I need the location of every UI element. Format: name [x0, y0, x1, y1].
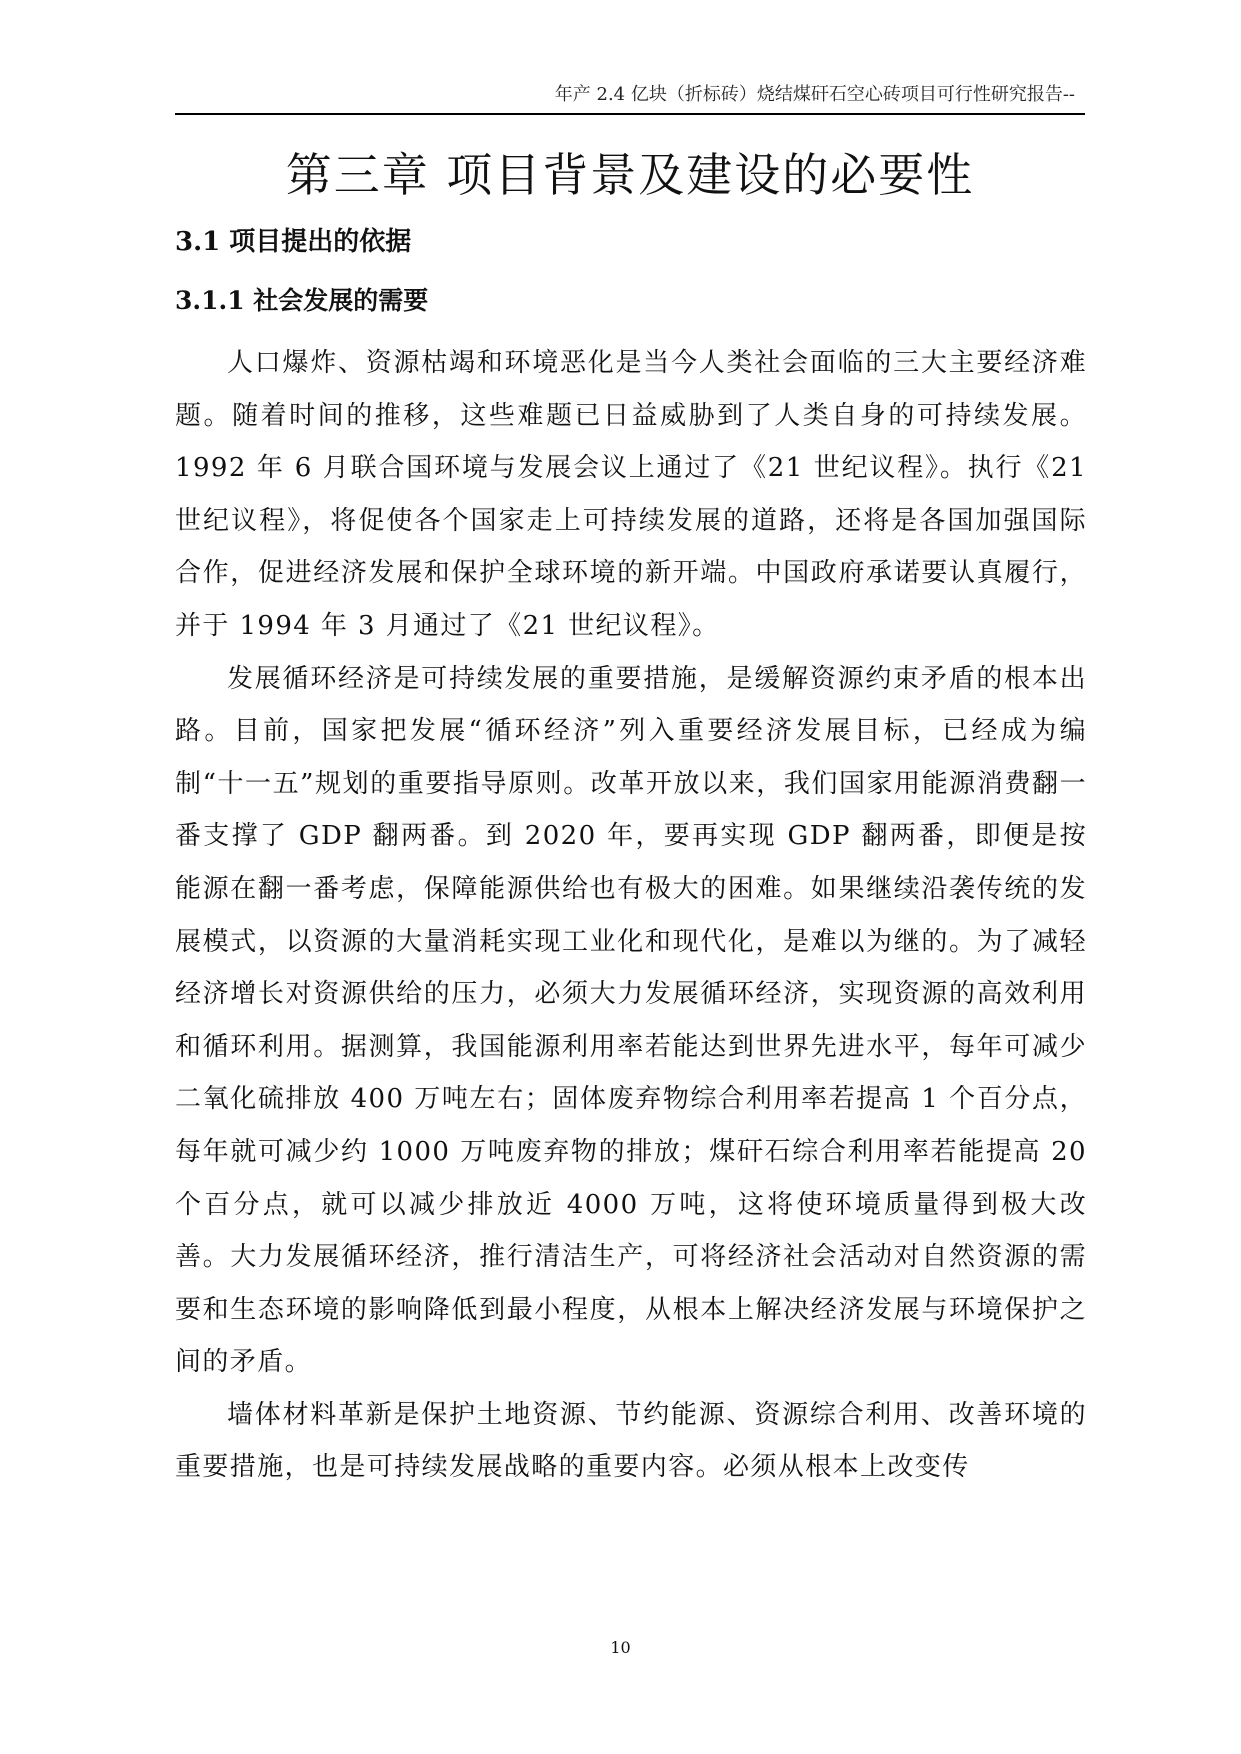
page-number: 10: [610, 1638, 631, 1657]
header-divider: [175, 113, 1085, 115]
section-heading: 3.1 项目提出的依据: [175, 227, 412, 257]
body-text: [175, 337, 1087, 1494]
running-header: 年产 2.4 亿块（折标砖）烧结煤矸石空心砖项目可行性研究报告--: [554, 84, 1075, 105]
paragraph: 发展循环经济是可持续发展的重要措施，是缓解资源约束矛盾的根本出路。目前，国家把发展“循环经济”列入重要经济发展目标，已经成为编制“十一五”规划的重要指导原则。改革开放以来，我们国家用能源消费翻一番支撑了 GDP 翻两番。到 2020 年，要再实现 GDP 翻两番，即便是按能源在翻一番考虑，保障能源供给也有极大的困难。如果继续沿袭传统的发展模式，以资源的大量消耗实现工业化和现代化，是难以为继的。为了减轻经济增长对资源供给的压力，必须大力发展循环经济，实现资源的高效利用和循环利用。据测算，我国能源利用率若能达到世界先进水平，每年可减少二氧化硫排放 400 万吨左右；固体废弃物综合利用率若提高 1 个百分点，每年就可减少约 1000 万吨废弃物的排放；煤矸石综合利用率若能提高 20 个百分点，就可以减少排放近 4000 万吨，这将使环境质量得到极大改善。大力发展循环经济，推行清洁生产，可将经济社会活动对自然资源的需要和生态环境的影响降低到最小程度，从根本上解决经济发展与环境保护之间的矛盾。: [175, 663, 1087, 1378]
paragraph: 墙体材料革新是保护土地资源、节约能源、资源综合利用、改善环境的重要措施，也是可持续发展战略的重要内容。必须从根本上改变传: [175, 1399, 1087, 1483]
subsection-heading: 3.1.1 社会发展的需要: [175, 286, 429, 315]
paragraph: 人口爆炸、资源枯竭和环境恶化是当今人类社会面临的三大主要经济难题。随着时间的推移，这些难题已日益威胁到了人类自身的可持续发展。1992 年 6 月联合国环境与发展会议上通过了《21 世纪议程》。执行《21 世纪议程》，将促使各个国家走上可持续发展的道路，还将是各国加强国际合作，促进经济发展和保护全球环境的新开端。中国政府承诺要认真履行，并于 1994 年 3 月通过了《21 世纪议程》。: [175, 348, 1087, 641]
chapter-title: 第三章 项目背景及建设的必要性: [285, 148, 975, 202]
